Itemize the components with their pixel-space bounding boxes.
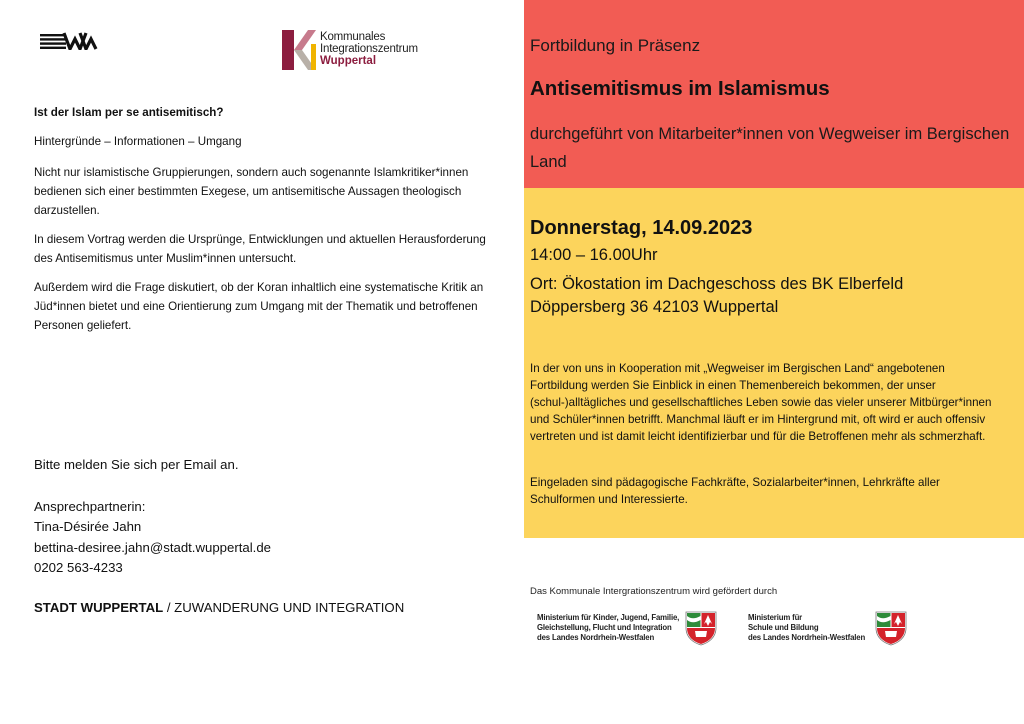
intro-paragraph-1: Nicht nur islamistische Gruppierungen, sondern auch sogenannte Islamkritiker*innen bedienen sich einer bestimmten Exegese, um antisemitische Aussagen theologisch darzustellen. [34, 166, 469, 217]
contact-section [34, 455, 504, 618]
ki-logo-mark-icon [282, 30, 316, 70]
ministry-family-line2: Gleichstellung, Flucht und Integration [537, 623, 672, 632]
event-audience: Eingeladen sind pädagogische Fachkräfte, Sozialarbeiter*innen, Lehrkräfte aller Schulformen und Interessierte. [530, 476, 940, 506]
contact-label: Ansprechpartnerin: [34, 498, 146, 514]
org-department: / ZUWANDERUNG UND INTEGRATION [163, 599, 405, 615]
ministry-school-line2: Schule und Bildung [748, 623, 819, 632]
contact-email[interactable]: bettina-desiree.jahn@stadt.wuppertal.de [34, 539, 271, 555]
contact-phone[interactable]: 0202 563-4233 [34, 560, 123, 575]
intro-section [34, 103, 504, 345]
event-description: In der von uns in Kooperation mit „Wegweiser im Bergischen Land“ angebotenen Fortbildung werden Sie Einblick in einen Themenbereich bekommen, der unser (schul-)alltägliches und gesellschaftliches Leben sowie das vieler unserer Mitbürger*innen und Schüler*innen betrifft. Manchmal läuft er im Hintergrund mit, oft wird er auch offensiv vertreten und ist damit leicht identifizierbar und für die Betroffenen mehr als schmerzhaft. [530, 362, 992, 443]
event-kicker: Fortbildung in Präsenz [530, 36, 701, 55]
event-header-panel [524, 0, 1024, 188]
ministry-school-line3: des Landes Nordrhein-Westfalen [748, 633, 866, 642]
ki-logo-text [320, 31, 480, 67]
ki-logo-line1: Kommunales [320, 31, 386, 43]
ki-logo-line3: Wuppertal [320, 55, 377, 67]
event-title: Antisemitismus im Islamismus [530, 77, 830, 100]
contact-organization [34, 598, 504, 619]
event-location-line1: Ort: Ökostation im Dachgeschoss des BK Elberfeld [530, 275, 904, 293]
event-details-panel [524, 188, 1024, 538]
intro-heading: Ist der Islam per se antisemitisch? [34, 106, 224, 119]
event-location [530, 273, 1010, 319]
nrw-coat-of-arms-icon [874, 610, 908, 646]
intro-subheading: Hintergründe – Informationen – Umgang [34, 135, 242, 148]
contact-name: Tina-Désirée Jahn [34, 519, 142, 534]
nrw-coat-of-arms-icon [684, 610, 718, 646]
intro-paragraph-3: Außerdem wird die Frage diskutiert, ob der Koran inhaltlich eine systematische Kritik an Jüd*innen bietet und eine Orientierung zum Umgang mit der Thematik und betroffenen Personen geliefert. [34, 281, 484, 332]
ministry-school-text [748, 613, 878, 643]
event-organizer: durchgeführt von Mitarbeiter*innen von Wegweiser im Bergischen Land [530, 125, 1010, 171]
ministry-family-line3: des Landes Nordrhein-Westfalen [537, 633, 655, 642]
ministry-family-line1: Ministerium für Kinder, Jugend, Familie, [537, 613, 680, 622]
funding-note: Das Kommunale Intergrationszentrum wird gefördert durch [530, 586, 778, 597]
event-location-line2: Döppersberg 36 42103 Wuppertal [530, 298, 779, 316]
ministry-family-text [537, 613, 687, 643]
ki-logo-line2: Integrationszentrum [320, 43, 418, 55]
event-time: 14:00 – 16.00Uhr [530, 246, 658, 264]
wuppertal-city-logo-icon [40, 32, 98, 50]
org-name: STADT WUPPERTAL [34, 599, 164, 615]
event-date: Donnerstag, 14.09.2023 [530, 217, 753, 239]
ministry-school-line1: Ministerium für [748, 613, 803, 622]
intro-paragraph-2: In diesem Vortrag werden die Ursprünge, Entwicklungen und aktuellen Herausforderung des Antisemitismus unter Muslim*innen untersucht. [34, 233, 486, 265]
signup-note: Bitte melden Sie sich per Email an. [34, 457, 239, 472]
